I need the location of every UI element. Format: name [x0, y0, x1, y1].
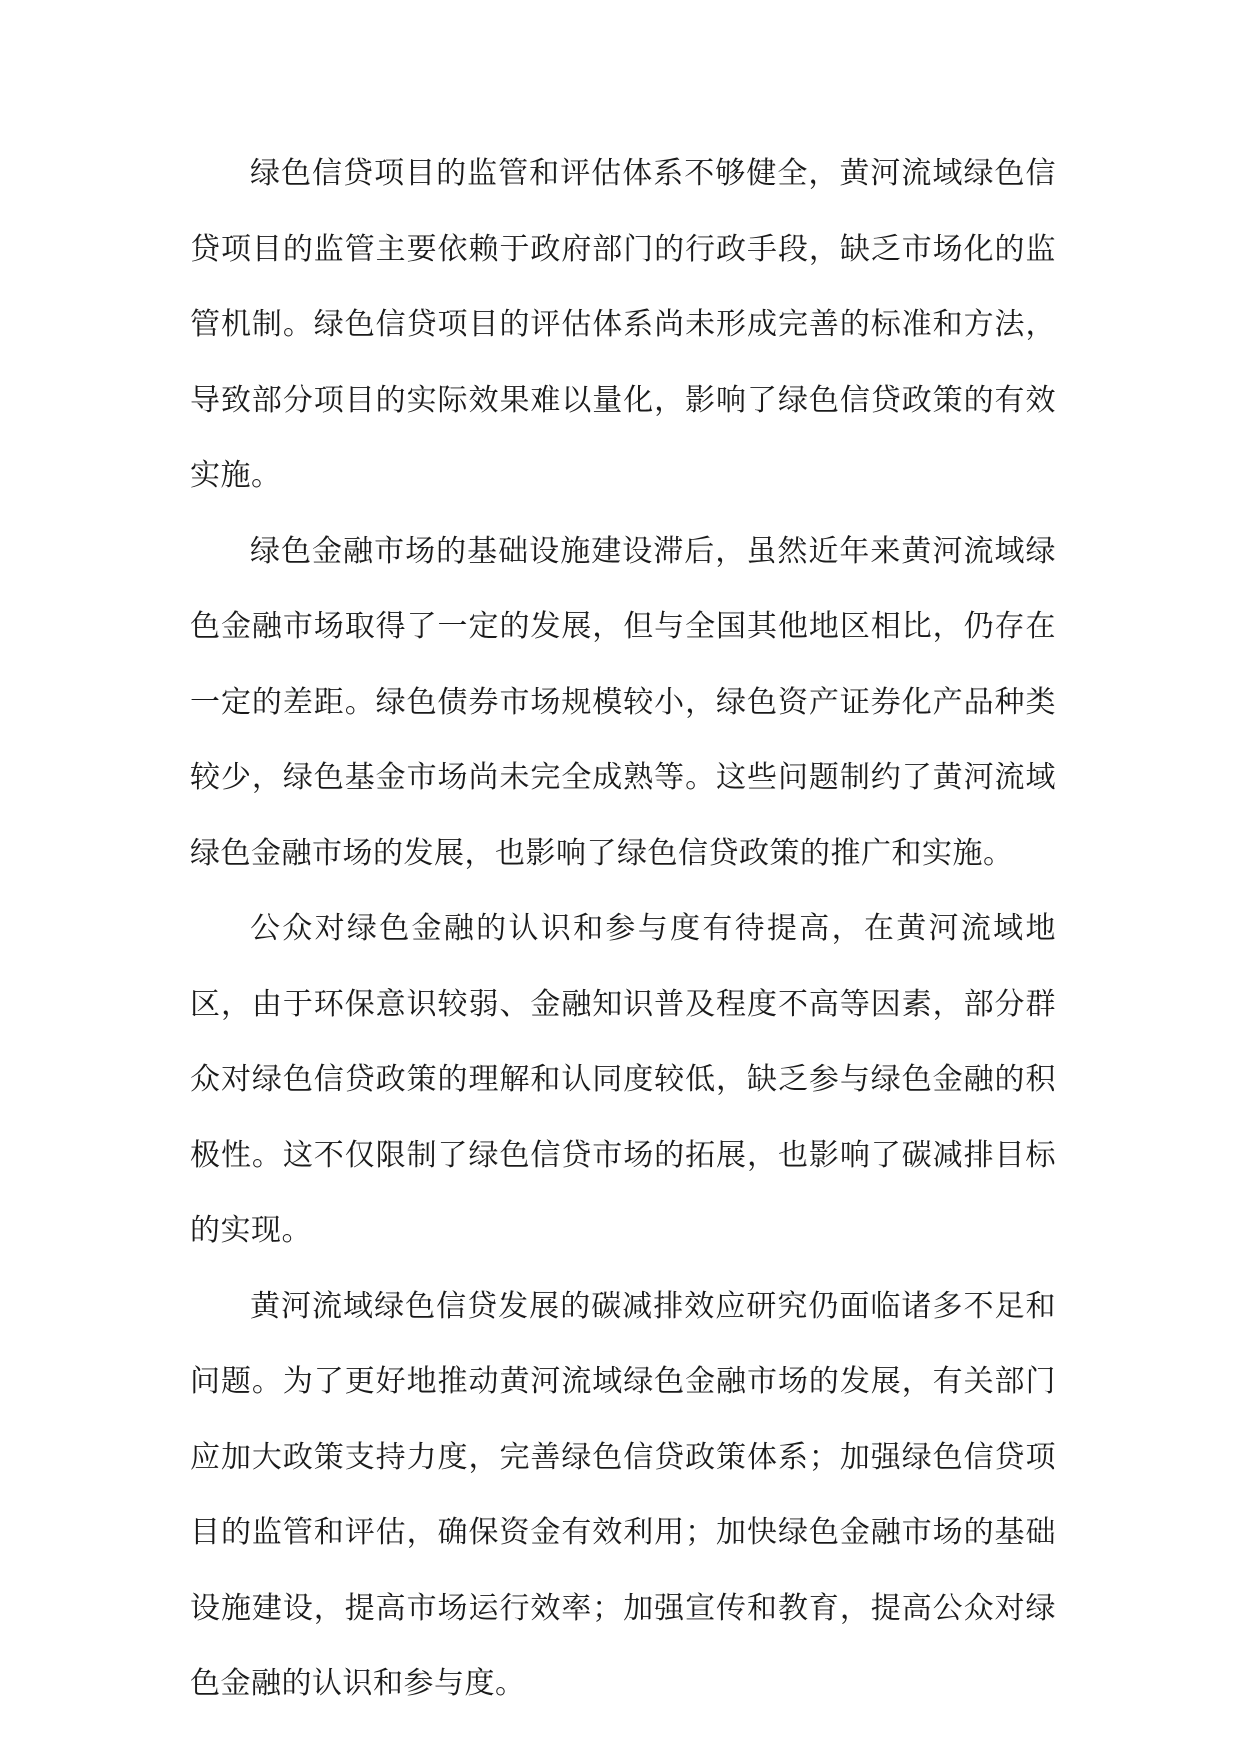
- paragraph-conclusion: 黄河流域绿色信贷发展的碳减排效应研究仍面临诸多不足和问题。为了更好地推动黄河流域绿色金融市场的发展，有关部门应加大政策支持力度，完善绿色信贷政策体系；加强绿色信贷项目的监管和评估，确保资金有效利用；加快绿色金融市场的基础设施建设，提高市场运行效率；加强宣传和教育，提高公众对绿色金融的认识和参与度。: [190, 1288, 1056, 1701]
- paragraph-infrastructure: 绿色金融市场的基础设施建设滞后，虽然近年来黄河流域绿色金融市场取得了一定的发展，但与全国其他地区相比，仍存在一定的差距。绿色债券市场规模较小，绿色资产证券化产品种类较少，绿色基金市场尚未完全成熟等。这些问题制约了黄河流域绿色金融市场的发展，也影响了绿色信贷政策的推广和实施。: [190, 533, 1056, 871]
- document-body: [190, 136, 1056, 1722]
- paragraph-public-awareness: 公众对绿色金融的认识和参与度有待提高，在黄河流域地区，由于环保意识较弱、金融知识普及程度不高等因素，部分群众对绿色信贷政策的理解和认同度较低，缺乏参与绿色金融的积极性。这不仅限制了绿色信贷市场的拓展，也影响了碳减排目标的实现。: [190, 911, 1056, 1248]
- paragraph-supervision: 绿色信贷项目的监管和评估体系不够健全，黄河流域绿色信贷项目的监管主要依赖于政府部门的行政手段，缺乏市场化的监管机制。绿色信贷项目的评估体系尚未形成完善的标准和方法，导致部分项目的实际效果难以量化，影响了绿色信贷政策的有效实施。: [190, 156, 1056, 493]
